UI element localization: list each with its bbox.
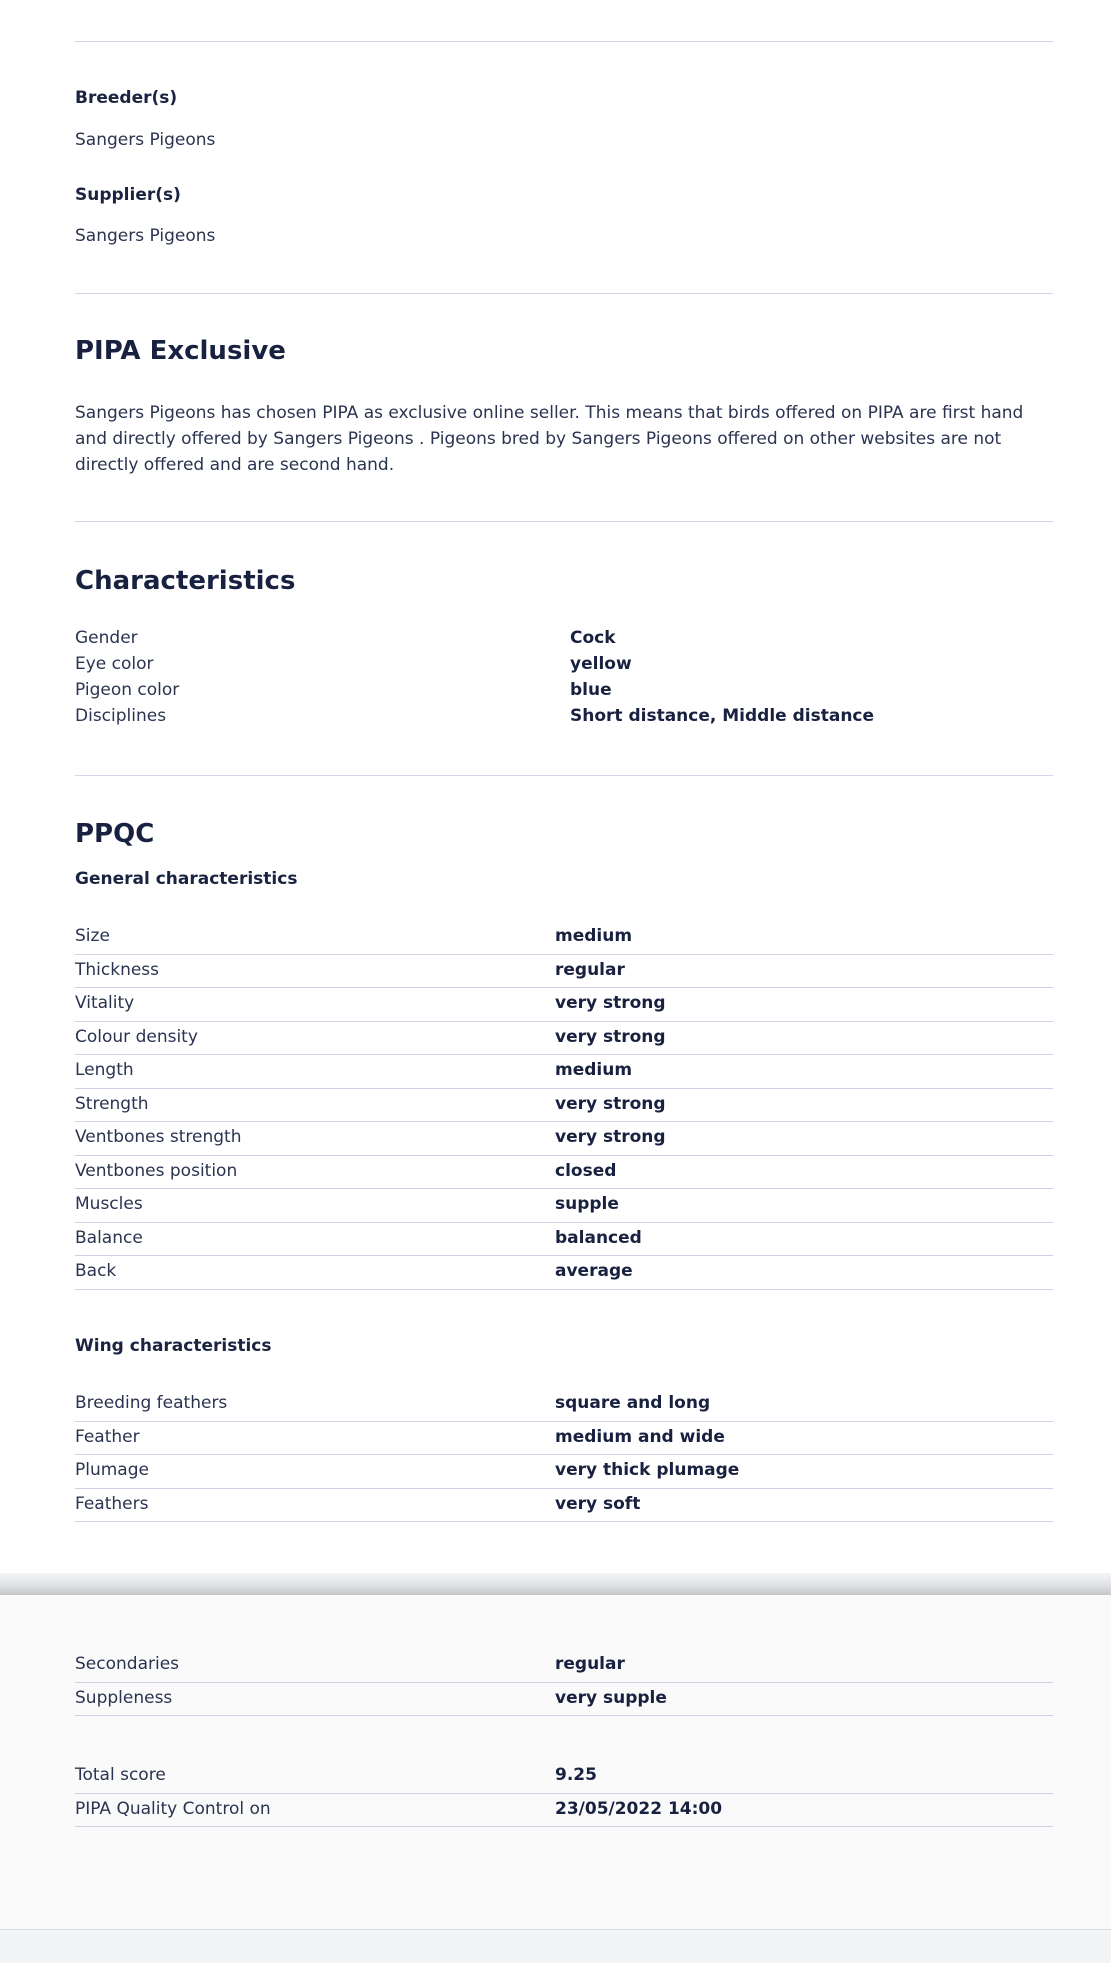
row-label: Muscles	[75, 1194, 143, 1214]
page-seam	[0, 1573, 1111, 1595]
characteristic-row	[75, 680, 1053, 706]
exclusive-title: PIPA Exclusive	[75, 336, 286, 366]
general-characteristics-table	[75, 921, 1053, 1290]
table-row	[75, 1256, 1053, 1290]
table-row	[75, 1122, 1053, 1156]
row-value: closed	[555, 1160, 617, 1181]
characteristic-value: yellow	[570, 654, 632, 674]
characteristics-title: Characteristics	[75, 566, 296, 596]
characteristic-value: Short distance, Middle distance	[570, 706, 875, 726]
table-row	[75, 1422, 1053, 1456]
table-row	[75, 921, 1053, 955]
table-row	[75, 988, 1053, 1022]
characteristic-row	[75, 628, 1053, 654]
table-row	[75, 1649, 1053, 1683]
table-row	[75, 1388, 1053, 1422]
table-row	[75, 1760, 1053, 1794]
row-value: very strong	[555, 1127, 666, 1147]
footer	[0, 1929, 1111, 1963]
row-label: Size	[75, 926, 110, 946]
table-row	[75, 1189, 1053, 1223]
row-label: Breeding feathers	[75, 1393, 228, 1413]
characteristic-value: Cock	[570, 628, 616, 648]
divider	[75, 775, 1053, 776]
wing-characteristics-title: Wing characteristics	[75, 1336, 272, 1356]
ppqc-title: PPQC	[75, 819, 155, 849]
row-value: medium and wide	[555, 1426, 725, 1447]
row-label: Vitality	[75, 993, 135, 1013]
row-value: 23/05/2022 14:00	[555, 1798, 723, 1819]
characteristic-label: Disciplines	[75, 706, 167, 726]
suppliers-label: Supplier(s)	[75, 185, 181, 205]
row-value: 9.25	[555, 1765, 597, 1785]
divider	[75, 41, 1053, 42]
breeders-value: Sangers Pigeons	[75, 130, 216, 150]
table-row	[75, 1794, 1053, 1828]
divider	[75, 293, 1053, 294]
row-value: very strong	[555, 1026, 666, 1047]
row-value: balanced	[555, 1227, 642, 1248]
breeders-label: Breeder(s)	[75, 88, 178, 108]
row-label: Plumage	[75, 1460, 149, 1480]
row-value: very strong	[555, 993, 666, 1013]
characteristic-row	[75, 706, 1053, 732]
general-characteristics-title: General characteristics	[75, 869, 298, 889]
row-label: Back	[75, 1261, 117, 1281]
suppliers-value: Sangers Pigeons	[75, 226, 216, 246]
table-row	[75, 1489, 1053, 1523]
table-row	[75, 1455, 1053, 1489]
row-label: Secondaries	[75, 1654, 180, 1674]
characteristic-row	[75, 654, 1053, 680]
totals-table	[75, 1760, 1053, 1827]
row-value: medium	[555, 1060, 633, 1080]
row-label: Feathers	[75, 1493, 149, 1514]
row-value: medium	[555, 926, 633, 946]
characteristic-label: Gender	[75, 628, 138, 648]
row-label: Feather	[75, 1426, 140, 1447]
row-value: average	[555, 1261, 633, 1281]
table-row	[75, 1223, 1053, 1257]
wing-characteristics-table	[75, 1388, 1053, 1522]
table-row	[75, 1022, 1053, 1056]
row-label: Balance	[75, 1227, 143, 1248]
characteristic-value: blue	[570, 680, 612, 700]
row-value: supple	[555, 1194, 619, 1214]
row-label: Total score	[75, 1765, 166, 1785]
row-label: Colour density	[75, 1026, 198, 1047]
table-row	[75, 1089, 1053, 1123]
row-label: Ventbones strength	[75, 1127, 242, 1147]
table-row	[75, 1683, 1053, 1717]
row-label: PIPA Quality Control on	[75, 1798, 271, 1819]
table-row	[75, 1055, 1053, 1089]
row-label: Ventbones position	[75, 1160, 238, 1181]
row-value: very supple	[555, 1687, 667, 1708]
row-value: very strong	[555, 1093, 666, 1114]
row-label: Suppleness	[75, 1687, 173, 1708]
table-row	[75, 955, 1053, 989]
divider	[75, 521, 1053, 522]
wing-characteristics-table-continued	[75, 1649, 1053, 1716]
characteristic-label: Pigeon color	[75, 680, 180, 700]
row-value: very soft	[555, 1493, 641, 1514]
characteristic-label: Eye color	[75, 654, 154, 674]
table-row	[75, 1156, 1053, 1190]
row-value: very thick plumage	[555, 1460, 740, 1480]
row-label: Length	[75, 1060, 134, 1080]
row-value: square and long	[555, 1393, 711, 1413]
row-label: Strength	[75, 1093, 149, 1114]
exclusive-text: Sangers Pigeons has chosen PIPA as exclusive online seller. This means that birds offered on PIPA are first hand and directly offered by Sangers Pigeons . Pigeons bred by Sangers Pigeons offered on other websites are not directly offered and are second hand.	[75, 403, 1024, 475]
row-value: regular	[555, 959, 625, 980]
row-value: regular	[555, 1654, 625, 1674]
row-label: Thickness	[75, 959, 160, 980]
